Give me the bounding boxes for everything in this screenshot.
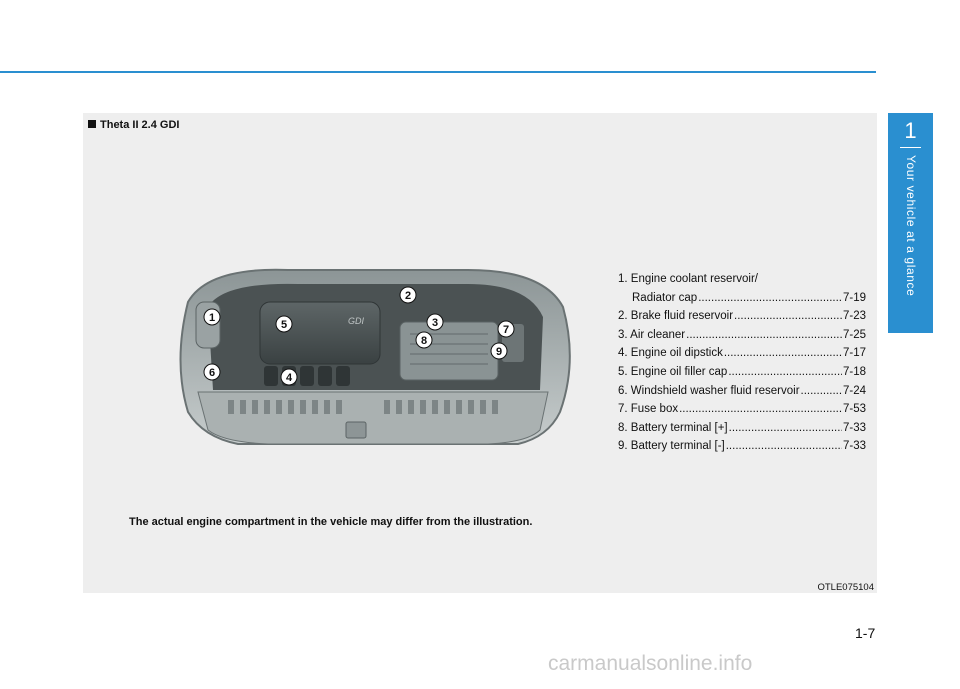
- legend-item: 1. Engine coolant reservoir/: [618, 273, 758, 285]
- legend-item: 8. Battery terminal [+] ..... 7-33: [618, 422, 866, 441]
- component-legend: [618, 273, 866, 459]
- section-heading: [88, 119, 179, 131]
- hood-latch: [346, 422, 366, 438]
- svg-text:3: 3: [431, 317, 439, 329]
- callout-2: [400, 287, 416, 303]
- svg-text:9: 9: [495, 346, 503, 358]
- svg-text:2: 2: [404, 290, 412, 302]
- air-cleaner-box: [400, 322, 498, 380]
- section-heading-text: Theta II 2.4 GDI: [100, 119, 180, 131]
- callout-4: [281, 369, 297, 385]
- legend-item: 9. Battery terminal [-] ..... 7-33: [618, 440, 866, 459]
- engine-compartment-illustration: [168, 262, 580, 452]
- chapter-divider: [900, 147, 921, 148]
- watermark: carmanualsonline.info: [548, 652, 753, 675]
- svg-text:5: 5: [280, 319, 288, 331]
- callout-8: [416, 332, 432, 348]
- svg-text:7: 7: [502, 324, 510, 336]
- legend-item: 5. Engine oil filler cap ..... 7-18: [618, 366, 866, 385]
- legend-item: Radiator cap ..... 7-19: [618, 292, 866, 311]
- svg-text:4: 4: [285, 372, 293, 384]
- callout-1: [204, 309, 220, 325]
- callout-9: [491, 343, 507, 359]
- engine-badge: GDI: [348, 316, 365, 326]
- header-rule: [0, 71, 876, 73]
- callout-6: [204, 364, 220, 380]
- svg-text:6: 6: [208, 367, 216, 379]
- illustration-note: The actual engine compartment in the vehicle may differ from the illustration.: [129, 516, 533, 528]
- coolant-reservoir: [196, 302, 220, 348]
- svg-text:8: 8: [420, 335, 428, 347]
- callout-7: [498, 321, 514, 337]
- legend-item: 3. Air cleaner ..... 7-25: [618, 329, 866, 348]
- chapter-number: 1: [904, 118, 917, 143]
- cowl-panel: [198, 392, 548, 444]
- square-bullet-icon: [88, 120, 96, 128]
- callout-5: [276, 316, 292, 332]
- callout-3: [427, 314, 443, 330]
- legend-item: 2. Brake fluid reservoir ..... 7-23: [618, 310, 866, 329]
- engine-block: [260, 302, 380, 364]
- legend-item: 7. Fuse box ..... 7-53: [618, 403, 866, 422]
- chapter-title: Your vehicle at a glance: [904, 155, 918, 297]
- page-number: 1-7: [855, 625, 876, 641]
- legend-item: 4. Engine oil dipstick ..... 7-17: [618, 347, 866, 366]
- svg-text:1: 1: [208, 312, 216, 324]
- legend-item: 6. Windshield washer fluid reservoir ..... 7-24: [618, 385, 866, 404]
- image-code: OTLE075104: [817, 582, 874, 593]
